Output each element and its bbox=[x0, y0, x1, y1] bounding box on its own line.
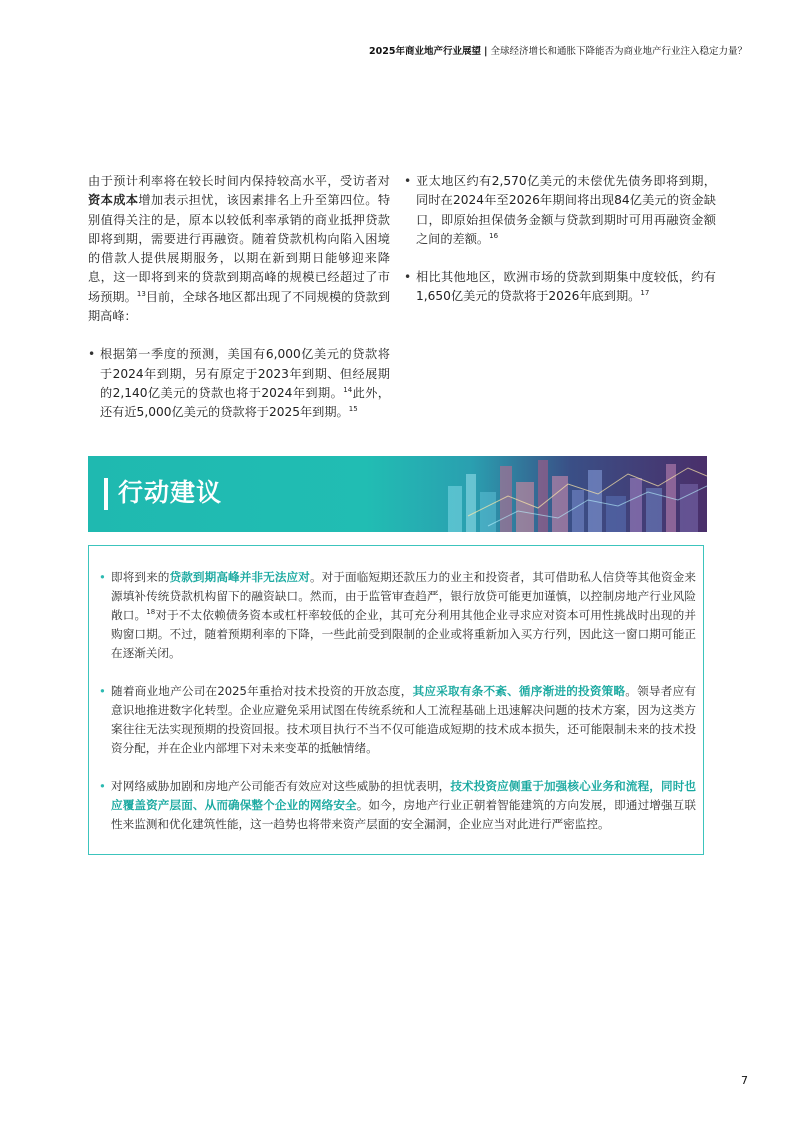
bullet-list bbox=[404, 172, 716, 307]
recommendation-highlight: 其应采取有条不紊、循序渐进的投资策略 bbox=[412, 684, 626, 698]
paragraph-text: 增加表示担忧，该因素排名上升至第四位。特别值得关注的是，原本以较低利率承销的商业抵押贷款即将到期，需要进行再融资。随着贷款机构向陷入困境的借款人提供展期服务，以期在新到期日能够迎来降息，这一即将到来的贷款到期高峰的规模已经超过了市场预期。 bbox=[88, 193, 391, 304]
list-item bbox=[99, 568, 696, 663]
bullet-text: 相比其他地区，欧洲市场的贷款到期集中度较低，约有1,650亿美元的贷款将于2026年底到期。 bbox=[416, 270, 716, 304]
intro-paragraph bbox=[88, 172, 390, 326]
paragraph-text: 目前，全球各地区都出现了不同规模的贷款到期高峰： bbox=[88, 289, 391, 324]
right-column bbox=[404, 172, 716, 307]
recommendation-text: 。对于面临短期还款压力的业主和投资者，其可借助私人信贷等其他资金来源填补传统贷款机构留下的融资缺口。然而，由于监管审查趋严，银行放贷可能更加谨慎，以控制房地产行业风险敞口。 bbox=[111, 570, 696, 622]
recommendations-list bbox=[99, 568, 696, 834]
report-subtitle: 全球经济增长和通胀下降能否为商业地产行业注入稳定力量？ bbox=[490, 46, 747, 57]
recommendation-highlight: 贷款到期高峰并非无法应对 bbox=[169, 570, 310, 584]
paragraph-text: 由于预计利率将在较长时间内保持较高水平，受访者对 bbox=[88, 174, 390, 188]
paragraph-bold-term: 资本成本 bbox=[88, 193, 139, 208]
bullet-text: 此外，还有近5,000亿美元的贷款将于2025年到期。 bbox=[100, 385, 390, 420]
recommendation-text: 即将到来的 bbox=[111, 570, 170, 584]
footnote-ref[interactable]: 18 bbox=[146, 608, 156, 616]
footnote-ref[interactable]: 17 bbox=[640, 289, 650, 298]
banner-accent-bar bbox=[104, 478, 108, 510]
running-header bbox=[369, 43, 747, 57]
footnote-ref[interactable]: 13 bbox=[136, 289, 146, 298]
recommendation-text: 。如今，房地产行业正朝着智能建筑的方向发展，即通过增强互联性来监测和优化建筑性能，这一趋势也将带来资产层面的安全漏洞，企业应当对此进行严密监控。 bbox=[111, 798, 696, 831]
recommendations-box bbox=[88, 545, 704, 855]
bullet-text: 根据第一季度的预测，美国有6,000亿美元的贷款将于2024年到期，另有原定于2023年到期、但经展期的2,140亿美元的贷款也将于2024年到期。 bbox=[100, 347, 390, 400]
list-item bbox=[404, 172, 716, 249]
header-separator: | bbox=[484, 46, 488, 57]
list-item bbox=[404, 268, 716, 307]
recommendation-text: 随着商业地产公司在2025年重拾对技术投资的开放态度， bbox=[111, 684, 413, 698]
banner-title: 行动建议 bbox=[118, 478, 223, 507]
recommendation-text: 。领导者应有意识地推进数字化转型。企业应避免采用试图在传统系统和人工流程基础上迅速解决问题的技术方案，因为这类方案往往无法实现预期的投资回报。技术项目执行不当不仅可能造成短期的技术成本损失，还可能限制未来的技术投资分配，并在企业内部埋下对未来变革的抵触情绪。 bbox=[111, 684, 696, 755]
list-item bbox=[99, 682, 696, 758]
report-title: 2025年商业地产行业展望 bbox=[369, 46, 481, 57]
list-item bbox=[88, 345, 390, 422]
action-banner bbox=[88, 456, 707, 532]
recommendation-text: 对于不太依赖债务资本或杠杆率较低的企业，其可充分利用其他企业寻求应对资本可用性挑战时出现的并购窗口期。不过，随着预期利率的下降，一些此前受到限制的企业或将重新加入买方行列，因此这一窗口期可能正在逐渐关闭。 bbox=[111, 608, 696, 660]
bullet-list bbox=[88, 345, 390, 422]
recommendation-highlight: 技术投资应侧重于加强核心业务和流程，同时也应覆盖资产层面、从而确保整个企业的网络安全 bbox=[111, 779, 696, 812]
page-number: 7 bbox=[741, 1074, 748, 1087]
footnote-ref[interactable]: 15 bbox=[348, 405, 358, 414]
left-column bbox=[88, 172, 390, 423]
bullet-text: 亚太地区约有2,570亿美元的未偿优先债务即将到期，同时在2024年至2026年期间将出现84亿美元的资金缺口，即原始担保债务金额与贷款到期时可用再融资金额之间的差额。 bbox=[416, 174, 716, 246]
list-item bbox=[99, 777, 696, 834]
footnote-ref[interactable]: 16 bbox=[489, 231, 499, 240]
footnote-ref[interactable]: 14 bbox=[343, 385, 353, 394]
recommendation-text: 对网络威胁加剧和房地产公司能否有效应对这些威胁的担忧表明， bbox=[111, 779, 451, 793]
